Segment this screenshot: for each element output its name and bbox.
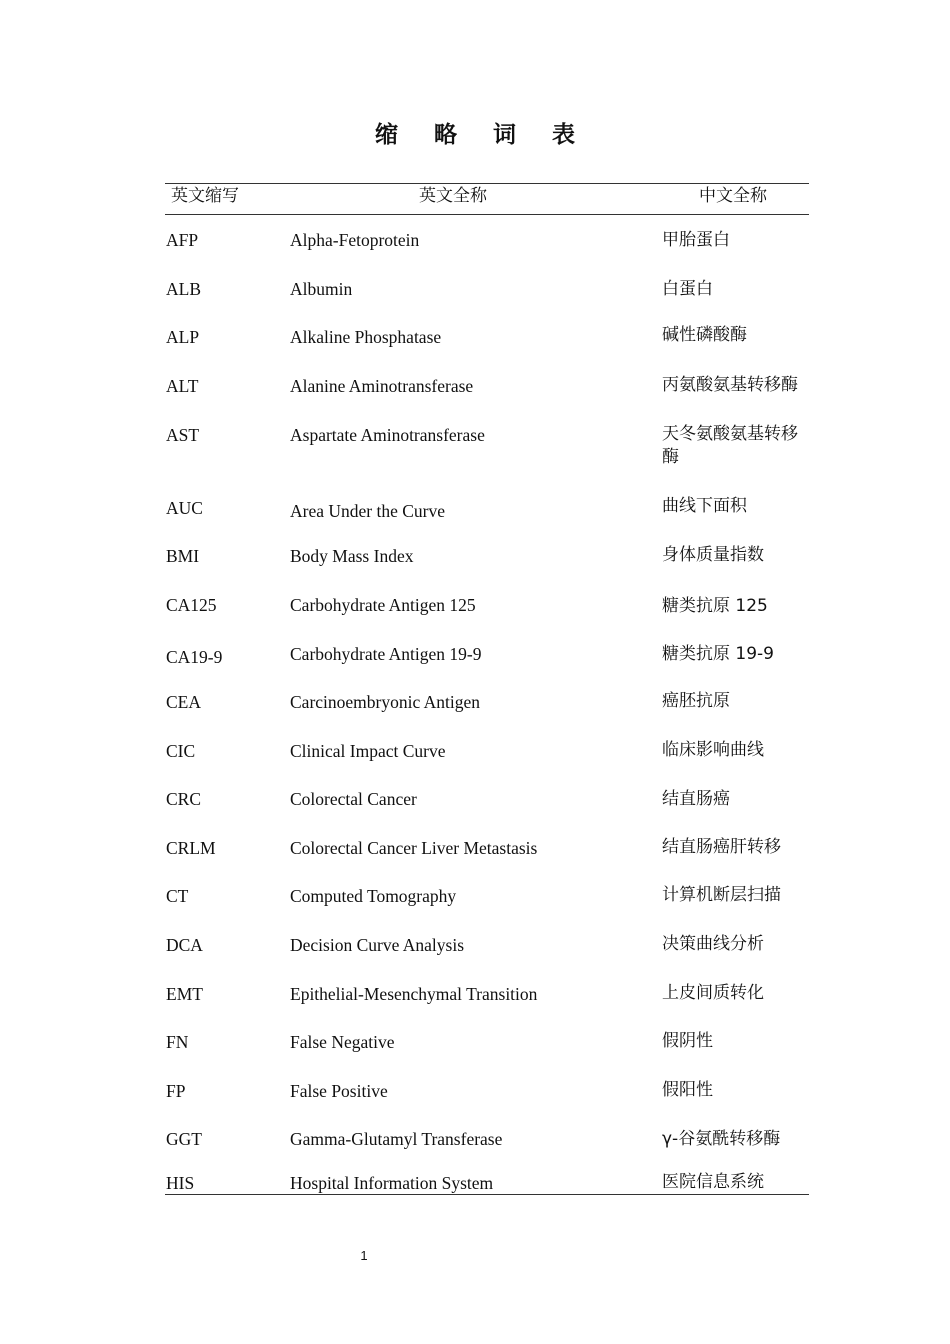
full-name-cell: Computed Tomography — [290, 886, 457, 906]
chinese-name-cell: 身体质量指数 — [662, 545, 764, 565]
abbreviation-cell: ALB — [166, 279, 201, 299]
page-number: 1 — [360, 1248, 368, 1263]
chinese-name-cell: 结直肠癌 — [662, 789, 730, 809]
chinese-name-cell: 天冬氨酸氨基转移酶 — [662, 424, 798, 467]
chinese-name-cell: 假阴性 — [662, 1031, 713, 1051]
full-name-cell: Alkaline Phosphatase — [290, 327, 442, 347]
full-name-cell: Alanine Aminotransferase — [290, 376, 474, 396]
chinese-name-cell: 糖类抗原 19-9 — [662, 644, 774, 664]
chinese-name-cell: 临床影响曲线 — [662, 740, 764, 760]
full-name-cell: Body Mass Index — [290, 546, 414, 566]
chinese-name-cell: 糖类抗原 125 — [662, 596, 768, 616]
full-name-cell: Colorectal Cancer Liver Metastasis — [290, 838, 538, 858]
full-name-cell: Alpha-Fetoprotein — [290, 230, 420, 250]
chinese-name-cell: 丙氨酸氨基转移酶 — [662, 375, 798, 395]
full-name-cell: Epithelial-Mesenchymal Transition — [290, 984, 538, 1004]
abbreviation-cell: HIS — [166, 1173, 195, 1193]
full-name-cell: False Positive — [290, 1081, 388, 1101]
chinese-name-cell: 决策曲线分析 — [662, 934, 764, 954]
full-name-cell: False Negative — [290, 1032, 395, 1052]
full-name-cell: Decision Curve Analysis — [290, 935, 465, 955]
chinese-name-cell: 甲胎蛋白 — [662, 230, 730, 250]
chinese-name-cell: 结直肠癌肝转移 — [662, 837, 781, 857]
abbreviation-cell: AST — [166, 425, 200, 445]
abbreviation-cell: CEA — [166, 692, 201, 712]
abbreviation-cell: DCA — [166, 935, 203, 955]
full-name-cell: Gamma-Glutamyl Transferase — [290, 1129, 503, 1149]
abbreviation-cell: GGT — [166, 1129, 202, 1149]
full-name-cell: Carcinoembryonic Antigen — [290, 692, 481, 712]
abbreviation-cell: CA19-9 — [166, 647, 223, 667]
abbreviation-cell: BMI — [166, 546, 200, 566]
chinese-name-cell: 医院信息系统 — [662, 1172, 764, 1192]
abbreviation-cell: CA125 — [166, 595, 217, 615]
chinese-name-cell: 上皮间质转化 — [662, 983, 764, 1003]
page-title: 缩 略 词 表 — [374, 122, 590, 148]
full-name-cell: Clinical Impact Curve — [290, 741, 446, 761]
chinese-name-cell: 白蛋白 — [662, 279, 713, 299]
full-name-cell: Colorectal Cancer — [290, 789, 417, 809]
abbreviation-cell: AUC — [166, 498, 203, 518]
abbreviation-cell: ALP — [166, 327, 200, 347]
abbreviation-cell: FP — [166, 1081, 186, 1101]
full-name-cell: Carbohydrate Antigen 125 — [290, 595, 476, 615]
header-abbreviation: 英文缩写 — [171, 186, 239, 206]
abbreviation-cell: CIC — [166, 741, 196, 761]
full-name-cell: Carbohydrate Antigen 19-9 — [290, 644, 482, 664]
full-name-cell: Area Under the Curve — [290, 501, 446, 521]
header-full-name: 英文全称 — [419, 186, 487, 206]
table-bottom-rule — [165, 1194, 809, 1195]
abbreviation-cell: CRLM — [166, 838, 216, 858]
full-name-cell: Aspartate Aminotransferase — [290, 425, 485, 445]
abbreviation-cell: FN — [166, 1032, 189, 1052]
chinese-name-cell: 计算机断层扫描 — [662, 885, 781, 905]
chinese-name-cell: 癌胚抗原 — [662, 691, 730, 711]
abbreviation-cell: AFP — [166, 230, 199, 250]
abbreviation-cell: CT — [166, 886, 189, 906]
chinese-name-cell: 曲线下面积 — [662, 496, 747, 516]
abbreviation-cell: EMT — [166, 984, 203, 1004]
abbreviation-cell: ALT — [166, 376, 199, 396]
chinese-name-cell: γ-谷氨酰转移酶 — [662, 1129, 781, 1149]
chinese-name-cell: 碱性磷酸酶 — [662, 325, 747, 345]
full-name-cell: Hospital Information System — [290, 1173, 494, 1193]
abbreviation-cell: CRC — [166, 789, 202, 809]
header-chinese-name: 中文全称 — [699, 186, 767, 206]
table-header-rule — [165, 214, 809, 215]
chinese-name-cell: 假阳性 — [662, 1080, 713, 1100]
full-name-cell: Albumin — [290, 279, 353, 299]
